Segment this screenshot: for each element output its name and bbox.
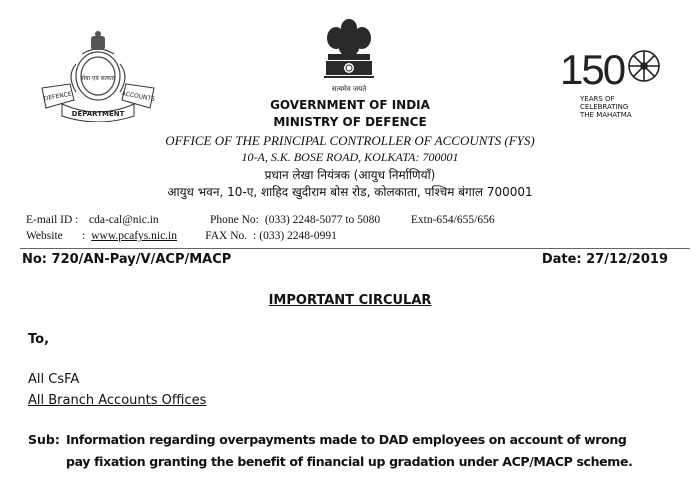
fax-label: FAX No. [205, 230, 248, 242]
chakra-icon [560, 44, 670, 90]
hindi-address-line: आयुध भवन, 10-ए, शाहिद खुदीराम बोस रोड, कोलकाता, पश्चिम बंगाल 700001 [167, 185, 533, 199]
contact-block [26, 212, 495, 244]
to-line: To, [28, 332, 50, 347]
phone-label: Phone No: [210, 214, 259, 226]
ribbon-right-text: ACCOUNTS [121, 90, 156, 103]
header-divider [20, 248, 690, 249]
ribbon-bottom-text: DEPARTMENT [71, 110, 125, 118]
website-link[interactable]: www.pcafys.nic.in [91, 230, 178, 242]
gandhi-line1: YEARS OF [580, 95, 615, 103]
circular-date: Date: 27/12/2019 [541, 252, 668, 267]
department-motto: सेवा एवं सत्यता [81, 75, 115, 82]
subject-line-1: Information regarding overpayments made to DAD employees on account of wrong [66, 432, 627, 447]
subject-label: Sub: [28, 432, 60, 447]
address-line: 10-A, S.K. BOSE ROAD, KOLKATA: 700001 [241, 150, 459, 164]
extn-value: Extn-654/655/656 [410, 214, 495, 226]
email-label: E-mail ID : [26, 214, 79, 226]
office-line: OFFICE OF THE PRINCIPAL CONTROLLER OF ACCOUNTS (FYS) [165, 133, 535, 148]
gandhi-line2: CELEBRATING [580, 103, 629, 111]
recipient-branch-offices: All Branch Accounts Offices [28, 393, 207, 408]
reference-number: No: 720/AN-Pay/V/ACP/MACP [22, 252, 232, 267]
gandhi-line3: THE MAHATMA [580, 111, 632, 119]
national-emblem [314, 14, 384, 98]
phone-value: (033) 2248-5077 to 5080 [264, 214, 381, 226]
circular-heading: IMPORTANT CIRCULAR [268, 293, 432, 308]
ribbon-left-text: DEFENCE [43, 90, 73, 103]
gov-line: GOVERNMENT OF INDIA [270, 98, 430, 112]
website-sep: : [82, 230, 86, 242]
hindi-office-line: प्रधान लेखा नियंत्रक (आयुध निर्माणियाँ) [264, 168, 436, 182]
svg-text:150: 150 [560, 46, 625, 90]
website-label: Website [26, 230, 63, 242]
fax-value: : (033) 2248-0991 [253, 230, 337, 242]
recipient-csfa: All CsFA [28, 372, 80, 387]
ministry-line: MINISTRY OF DEFENCE [273, 115, 427, 129]
subject-line-2: pay fixation granting the benefit of financial up gradation under ACP/MACP scheme. [66, 454, 633, 469]
emblem-motto: सत्यमेव जयते [331, 85, 367, 93]
email-value[interactable]: cda-cal@nic.in [89, 214, 159, 226]
